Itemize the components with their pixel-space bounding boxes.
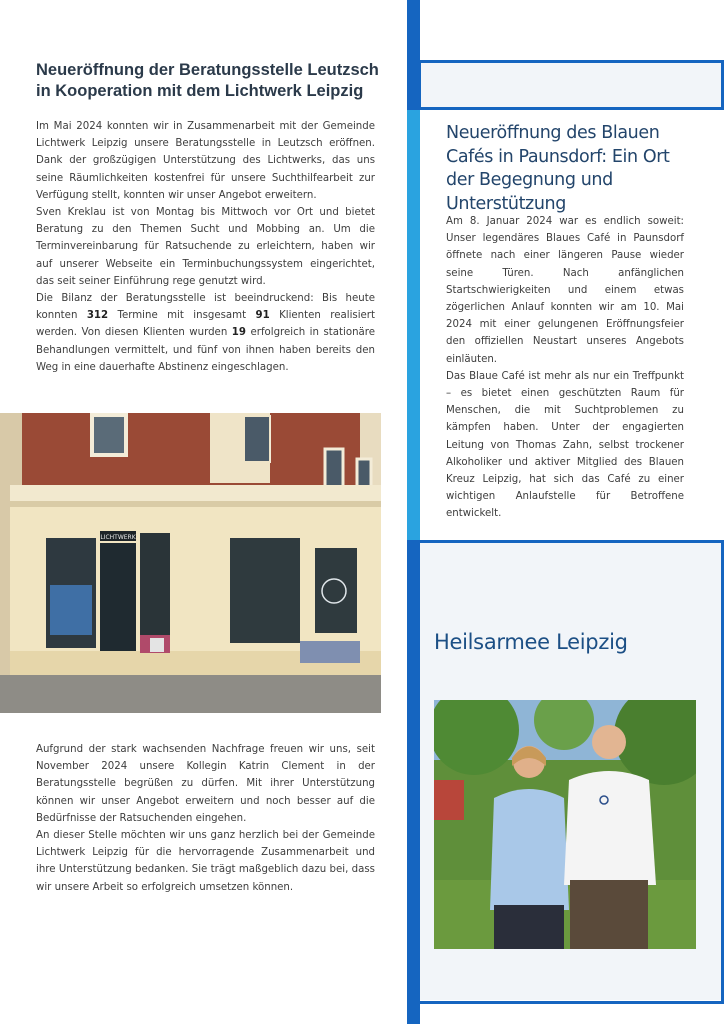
right-article-title: Neueröffnung des Blauen Cafés in Paunsdorf: Ein Ort der Begegnung und Unterstützung	[446, 123, 670, 214]
left-paragraph-5: An dieser Stelle möchten wir uns ganz herzlich bei der Gemeinde Lichtwerk Leipzig für die hervorragende Zusammenarbeit und ihre Unterstützung bedanken. Sie trägt maßgeblich dazu bei, dass wir unsere Arbeit so erfolgreich umsetzen können.	[36, 830, 375, 893]
left-paragraph-3	[36, 290, 375, 376]
left-article-body	[36, 118, 375, 376]
left-paragraph-4: Aufgrund der stark wachsenden Nachfrage freuen wir uns, seit November 2024 unsere Kollegin Katrin Clement in der Beratungsstelle begrüßen zu dürfen. Mit ihrer Unterstützung können wir unser Angebot erweitern und noch besser auf die Bedürfnisse der Ratsuchenden eingehen.	[36, 744, 375, 824]
vertical-light-strip	[407, 110, 420, 540]
p3-text-a: Die Bilanz der Beratungsstelle ist beeindruckend: Bis heute konnten	[36, 293, 375, 322]
left-paragraph-1: Im Mai 2024 konnten wir in Zusammenarbeit mit der Gemeinde Lichtwerk Leipzig unsere Beratungsstelle in Leutzsch eröffnen. Dank der großzügigen Unterstützung des Lichtwerks, das uns seine Räumlichkeiten kostenfrei für unsere Suchthilfearbeit zur Verfügung stellt, konnten wir unser Angebot erweitern.	[36, 121, 375, 201]
right-paragraph-1: Am 8. Januar 2024 war es endlich soweit: Unser legendäres Blaues Café in Paunsdorf öffnete nach einer längeren Pause wieder seine Türen. Nach anfänglichen Startschwierigkeiten und einem etwas zögerlichen Anlauf konnten wir am 10. Mai 2024 mit einer gelungenen Eröffnungsfeier den offiziellen Neustart unseres Angebots einläuten.	[446, 216, 684, 365]
right-article-body	[446, 213, 684, 523]
right-paragraph-2: Das Blaue Café ist mehr als nur ein Treffpunkt – es bietet einen geschützten Raum für Menschen, die mit Suchtproblemen zu kämpfen haben. Unter der engagierten Leitung von Thomas Zahn, selbst trockener Alkoholiker und aktiver Mitglied des Blauen Kreuz Leipzig, hat sich das Café zu einer wichtigen Anlaufstelle für Betroffene entwickelt.	[446, 370, 684, 520]
left-article-body-continued	[36, 741, 375, 896]
left-paragraph-2: Sven Kreklau ist von Montag bis Mittwoch vor Ort und bietet Beratung zu den Themen Sucht und Mobbing an. Um die Terminvereinbarung für Ratsuchende zu erleichtern, haben wir auf unserer Webseite ein Terminbuchungssystem eingerichtet, das seit seiner Einführung rege genutzt wird.	[36, 207, 375, 287]
p3-text-b: Termine mit insgesamt	[108, 310, 256, 322]
heilsarmee-title: Heilsarmee Leipzig	[434, 630, 628, 654]
referrals-count: 19	[231, 327, 246, 339]
shop-sign-text: LICHTWERK	[100, 534, 136, 541]
clients-count: 91	[255, 310, 270, 322]
p3-text-d: erfolgreich in stationäre Behandlungen vermittelt, und fünf von ihnen haben bereits den Weg in eine dauerhafte Abstinenz eingeschlagen.	[36, 327, 376, 373]
appointments-count: 312	[86, 310, 109, 322]
heilsarmee-photo	[434, 700, 696, 949]
p3-text-c: Klienten realisiert werden. Von diesen Klienten wurden	[36, 310, 375, 339]
left-article-title: Neueröffnung der Beratungsstelle Leutzsch in Kooperation mit dem Lichtwerk Leipzig	[36, 61, 379, 100]
beratungsstelle-photo	[0, 413, 381, 713]
top-right-band-border	[418, 60, 724, 110]
